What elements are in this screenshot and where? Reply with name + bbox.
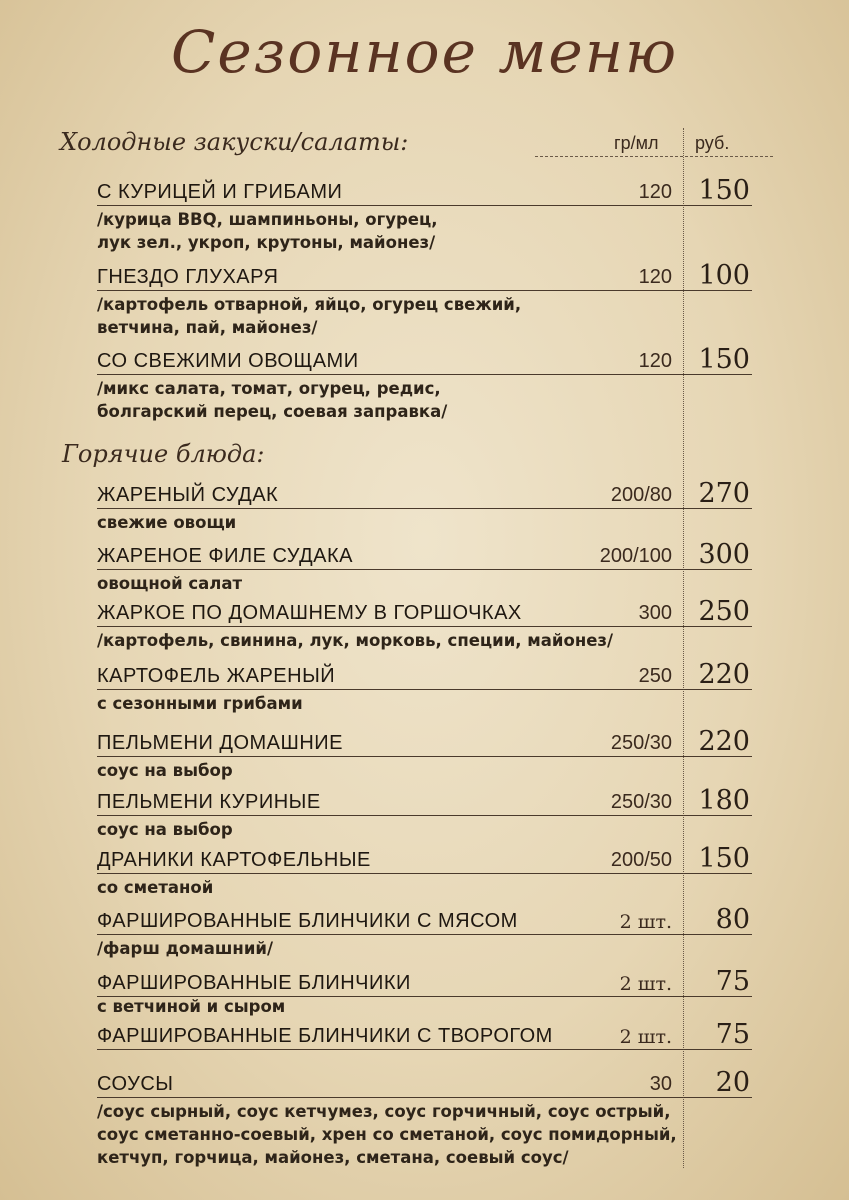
menu-item xyxy=(97,906,752,960)
menu-item xyxy=(97,787,752,841)
item-weight: 250/30 xyxy=(610,791,672,813)
item-description: /курица BBQ, шампиньоны, огурец, лук зел., укроп, крутоны, майонез/ xyxy=(97,210,438,252)
item-weight: 250 xyxy=(638,665,672,687)
item-description: с ветчиной и сыром xyxy=(97,997,286,1016)
item-name: ЖАРЕНОЕ ФИЛЕ СУДАКА xyxy=(97,545,353,567)
item-price: 250 xyxy=(698,596,750,627)
item-weight: 120 xyxy=(638,181,672,203)
item-price: 220 xyxy=(698,726,750,757)
item-name: ФАРШИРОВАННЫЕ БЛИНЧИКИ xyxy=(97,972,411,994)
item-weight: 300 xyxy=(638,602,672,624)
item-description: /микс салата, томат, огурец, редис, болгарский перец, соевая заправка/ xyxy=(97,379,448,421)
item-weight: 250/30 xyxy=(610,732,672,754)
item-description: с сезонными грибами xyxy=(97,694,303,713)
item-name: ГНЕЗДО ГЛУХАРЯ xyxy=(97,266,279,288)
item-name: ЖАРКОЕ ПО ДОМАШНЕМУ В ГОРШОЧКАХ xyxy=(97,602,522,624)
item-description: /соус сырный, соус кетчумез, соус горчичный, соус острый, соус сметанно-соевый, хрен со сметаной, соус помидорный, кетчуп, горчица, майонез, сметана, соевый соус/ xyxy=(97,1102,677,1167)
item-price: 150 xyxy=(698,175,750,206)
item-description: /картофель отварной, яйцо, огурец свежий, ветчина, пай, майонез/ xyxy=(97,295,522,337)
item-name: ДРАНИКИ КАРТОФЕЛЬНЫЕ xyxy=(97,849,371,871)
menu-item xyxy=(97,661,752,715)
item-weight: 2 шт. xyxy=(619,1026,672,1048)
item-description: /фарш домашний/ xyxy=(97,939,273,958)
menu-item xyxy=(97,1069,752,1169)
item-weight: 200/80 xyxy=(610,484,672,506)
item-weight: 30 xyxy=(649,1073,672,1095)
price-column-header: руб. xyxy=(695,133,730,153)
item-weight: 200/50 xyxy=(610,849,672,871)
item-price: 80 xyxy=(715,904,750,935)
item-price: 75 xyxy=(715,1019,750,1050)
menu-title: Сезонное меню xyxy=(170,18,679,86)
item-description: /картофель, свинина, лук, морковь, специи, майонез/ xyxy=(97,631,614,650)
item-name: С КУРИЦЕЙ И ГРИБАМИ xyxy=(97,181,343,203)
menu-item xyxy=(97,845,752,899)
item-price: 150 xyxy=(698,344,750,375)
item-name: ФАРШИРОВАННЫЕ БЛИНЧИКИ С МЯСОМ xyxy=(97,910,518,932)
item-weight: 120 xyxy=(638,350,672,372)
menu-item xyxy=(97,262,752,339)
item-weight: 2 шт. xyxy=(619,973,672,995)
menu-item xyxy=(97,177,752,254)
item-description: соус на выбор xyxy=(97,761,233,780)
item-weight: 120 xyxy=(638,266,672,288)
item-name: ЖАРЕНЫЙ СУДАК xyxy=(97,484,279,506)
menu-item xyxy=(97,598,752,652)
item-name: ПЕЛЬМЕНИ КУРИНЫЕ xyxy=(97,791,321,813)
header-divider xyxy=(535,156,773,157)
item-price: 20 xyxy=(715,1067,750,1098)
item-name: СО СВЕЖИМИ ОВОЩАМИ xyxy=(97,350,359,372)
menu-item xyxy=(97,968,752,1018)
item-price: 100 xyxy=(698,260,750,291)
item-price: 270 xyxy=(698,478,750,509)
item-weight: 200/100 xyxy=(599,545,672,567)
item-description: соус на выбор xyxy=(97,820,233,839)
item-price: 180 xyxy=(698,785,750,816)
item-price: 75 xyxy=(715,966,750,997)
item-weight: 2 шт. xyxy=(619,911,672,933)
item-price: 300 xyxy=(698,539,750,570)
menu-item xyxy=(97,1021,752,1050)
section-hot-dishes: Горячие блюда: xyxy=(62,440,265,468)
item-name: СОУСЫ xyxy=(97,1073,174,1095)
menu-item xyxy=(97,480,752,534)
item-name: ФАРШИРОВАННЫЕ БЛИНЧИКИ С ТВОРОГОМ xyxy=(97,1025,553,1047)
item-description: свежие овощи xyxy=(97,513,237,532)
menu-item xyxy=(97,541,752,595)
item-description: овощной салат xyxy=(97,574,243,593)
item-description: со сметаной xyxy=(97,878,214,897)
menu-item xyxy=(97,346,752,423)
item-price: 220 xyxy=(698,659,750,690)
section-cold-snacks: Холодные закуски/салаты: xyxy=(60,128,409,156)
menu-item xyxy=(97,728,752,782)
item-price: 150 xyxy=(698,843,750,874)
weight-column-header: гр/мл xyxy=(614,133,659,153)
item-name: ПЕЛЬМЕНИ ДОМАШНИЕ xyxy=(97,732,343,754)
item-name: КАРТОФЕЛЬ ЖАРЕНЫЙ xyxy=(97,665,336,687)
